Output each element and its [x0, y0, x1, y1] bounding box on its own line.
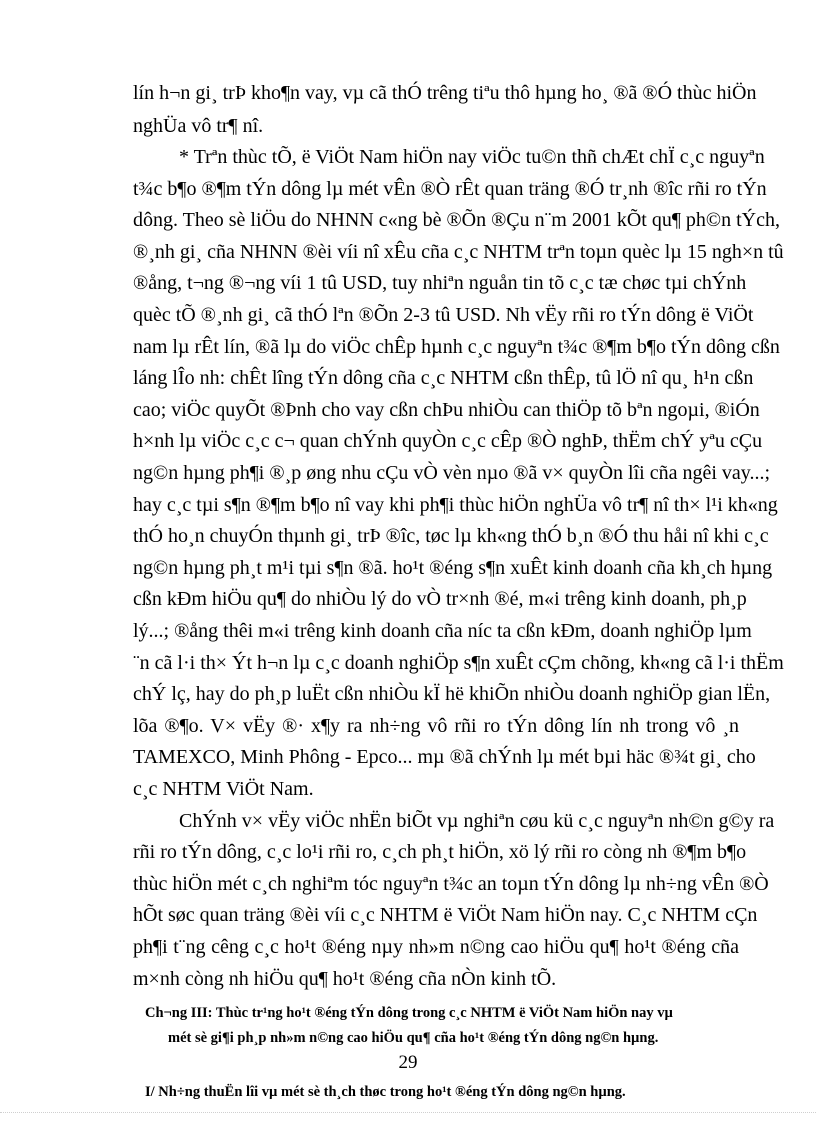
- body-line-29: m×nh còng nh hiÖu qu¶ ho¹t ®éng cña nÒn kinh tÕ.: [133, 968, 557, 990]
- body-line-5: dông. Theo sè liÖu do NHNN c«ng bè ®Õn ®Çu n¨m 2001 kÕt qu¶ ph©n tÝch,: [133, 209, 781, 231]
- body-line-18: lý...; ®ång thêi m«i trêng kinh doanh cña níc ta cßn kÐm, doanh nghiÖp lµm: [133, 620, 752, 642]
- chapter-heading-line-2: mét sè gi¶i ph¸p nh»m n©ng cao hiÖu qu¶ cña ho¹t ®éng tÝn dông ng©n hµng.: [168, 1030, 659, 1046]
- body-line-1: lín h¬n gi¸ trÞ kho¶n vay, vµ cã thÓ trêng tiªu thô hµng ho¸ ®ã ®Ó thùc hiÖn: [133, 82, 757, 104]
- page-number: 29: [398, 1052, 418, 1073]
- body-line-25: rñi ro tÝn dông, c¸c lo¹i rñi ro, c¸ch ph¸t hiÖn, xö lý rñi ro còng nh ®¶m b¶o: [133, 841, 747, 863]
- body-line-2: nghÜa vô tr¶ nî.: [133, 115, 264, 137]
- chapter-heading-line-1: Ch¬ng III: Thùc tr¹ng ho¹t ®éng tÝn dông trong c¸c NHTM ë ViÖt Nam hiÖn nay vµ: [145, 1005, 673, 1021]
- body-line-20: chÝ lç, hay do ph¸p luËt cßn nhiÒu kÏ hë khiÕn nhiÒu doanh nghiÖp gian lËn,: [133, 683, 771, 705]
- body-line-4: t¾c b¶o ®¶m tÝn dông lµ mét vÊn ®Ò rÊt quan träng ®Ó tr¸nh ®îc rñi ro tÝn: [133, 178, 767, 200]
- body-line-23: c¸c NHTM ViÖt Nam.: [133, 778, 314, 800]
- body-line-14: hay c¸c tµi s¶n ®¶m b¶o nî vay khi ph¶i thùc hiÖn nghÜa vô tr¶ nî th× l¹i kh«ng: [133, 494, 778, 516]
- body-line-6: ®¸nh gi¸ cña NHNN ®èi víi nî xÊu cña c¸c NHTM trªn toµn quèc lµ 15 ngh×n tû: [133, 241, 784, 263]
- body-line-15: thÓ ho¸n chuyÓn thµnh gi¸ trÞ ®îc, tøc lµ kh«ng thÓ b¸n ®Ó thu håi nî khi c¸c: [133, 525, 769, 547]
- body-line-17: cßn kÐm hiÖu qu¶ do nhiÒu lý do vÒ tr×nh ®é, m«i trêng kinh doanh, ph¸p: [133, 588, 747, 610]
- body-line-10: láng lÎo nh: chÊt lîng tÝn dông cña c¸c NHTM cßn thÊp, tû lÖ nî qu¸ h¹n cßn: [133, 367, 754, 389]
- body-line-7: ®ång, t¬ng ®¬ng víi 1 tû USD, tuy nhiªn nguån tin tõ c¸c tæ chøc tµi chÝnh: [133, 272, 747, 294]
- body-line-12: h×nh lµ viÖc c¸c c¬ quan chÝnh quyÒn c¸c cÊp ®Ò nghÞ, thËm chÝ yªu cÇu: [133, 430, 763, 452]
- body-line-3: * Trªn thùc tÕ, ë ViÖt Nam hiÖn nay viÖc tu©n thñ chÆt chÏ c¸c nguyªn: [179, 146, 765, 168]
- page-bottom-divider: [0, 1112, 816, 1113]
- body-line-21: lõa ®¶o. V× vËy ®· x¶y ra nh÷ng vô rñi ro tÝn dông lín nh trong vô ¸n: [133, 715, 739, 737]
- body-line-9: nam lµ rÊt lín, ®ã lµ do viÖc chÊp hµnh c¸c nguyªn t¾c ®¶m b¶o tÝn dông cßn: [133, 336, 780, 358]
- body-line-28: ph¶i t¨ng cêng c¸c ho¹t ®éng nµy nh»m n©ng cao hiÖu qu¶ ho¹t ®éng cña: [133, 936, 739, 958]
- body-line-26: thùc hiÖn mét c¸ch nghiªm tóc nguyªn t¾c an toµn tÝn dông lµ nh÷ng vÊn ®Ò: [133, 873, 769, 895]
- body-line-8: quèc tÕ ®¸nh gi¸ cã thÓ lªn ®Õn 2-3 tû USD. Nh vËy rñi ro tÝn dông ë ViÖt: [133, 304, 754, 326]
- body-line-13: ng©n hµng ph¶i ®¸p øng nhu cÇu vÒ vèn nµo ®ã v× quyÒn lîi cña ngêi vay...;: [133, 462, 771, 484]
- body-line-27: hÕt søc quan träng ®èi víi c¸c NHTM ë ViÖt Nam hiÖn nay. C¸c NHTM cÇn: [133, 904, 758, 926]
- body-line-16: ng©n hµng ph¸t m¹i tµi s¶n ®ã. ho¹t ®éng s¶n xuÊt kinh doanh cña kh¸ch hµng: [133, 557, 773, 579]
- body-line-22: TAMEXCO, Minh Phông - Epco... mµ ®ã chÝnh lµ mét bµi häc ®¾t gi¸ cho: [133, 746, 756, 768]
- section-heading: I/ Nh÷ng thuËn lîi vµ mét sè th¸ch thøc trong ho¹t ®éng tÝn dông ng©n hµng.: [145, 1084, 626, 1100]
- body-line-24: ChÝnh v× vËy viÖc nhËn biÕt vµ nghiªn cøu kü c¸c nguyªn nh©n g©y ra: [179, 810, 775, 832]
- body-line-19: ¨n cã l·i th× Ýt h¬n lµ c¸c doanh nghiÖp s¶n xuÊt cÇm chõng, kh«ng cã l·i thËm: [133, 652, 784, 674]
- body-line-11: cao; viÖc quyÕt ®Þnh cho vay cßn chÞu nhiÒu can thiÖp tõ bªn ngoµi, ®iÓn: [133, 399, 760, 421]
